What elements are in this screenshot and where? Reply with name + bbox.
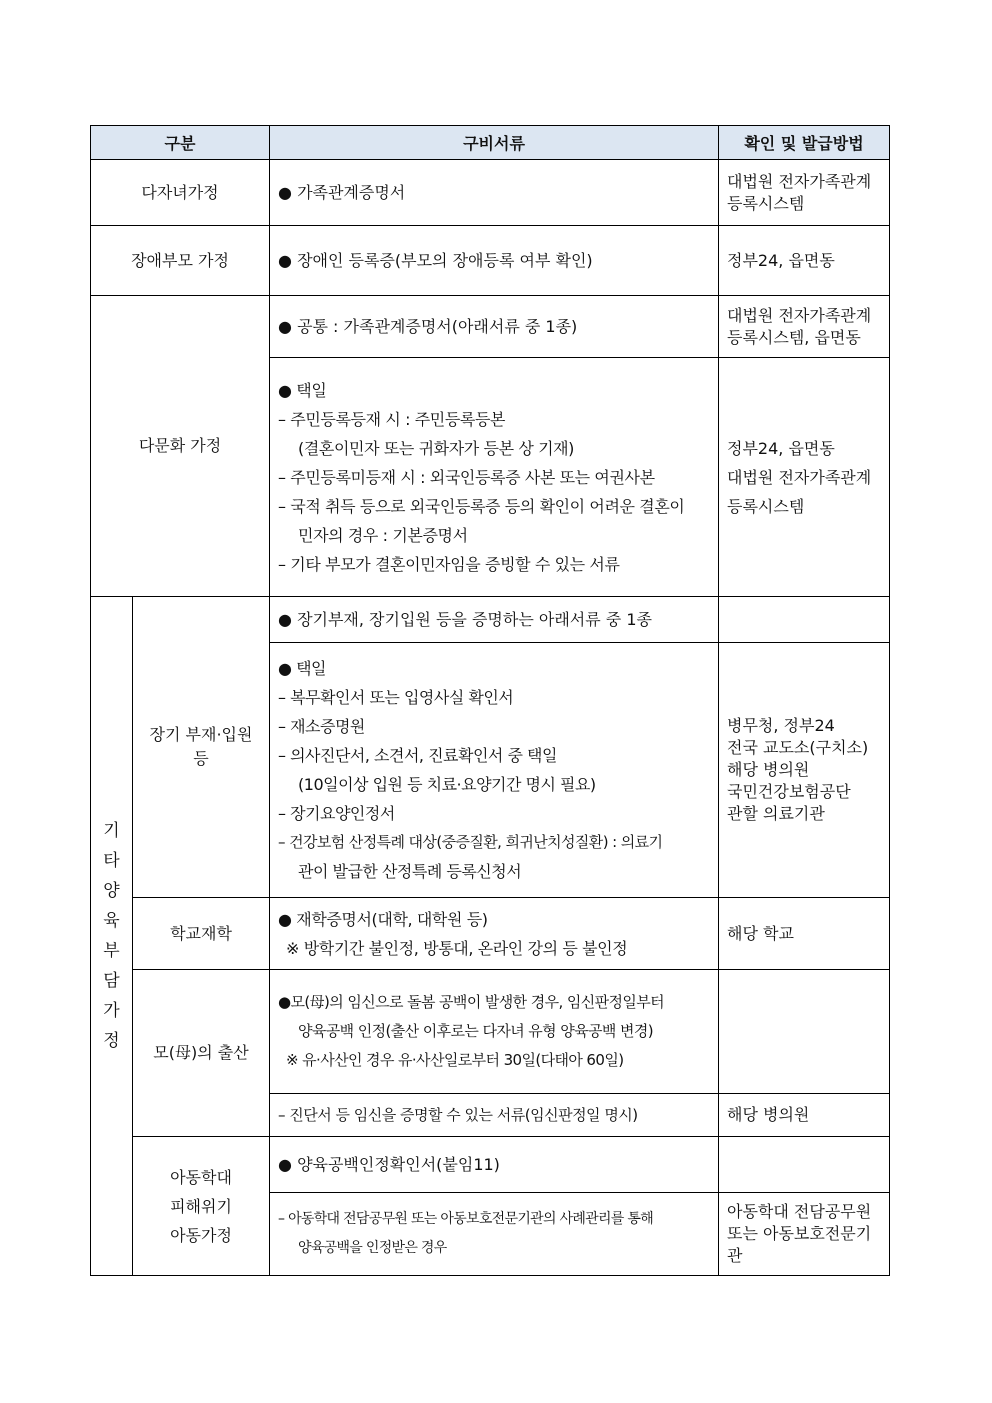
- issue-line: 정부24, 읍면동: [727, 250, 835, 270]
- issue-line: 국민건강보험공단: [727, 782, 851, 801]
- header-issue: 확인 및 발급방법: [719, 126, 890, 160]
- row-multicultural-common: [91, 296, 890, 358]
- documents-cell: [270, 296, 719, 358]
- documents-cell: [270, 1137, 719, 1193]
- vertical-char: 부: [103, 941, 120, 961]
- issue-cell: [719, 1094, 890, 1137]
- category-cell: 모(母)의 출산: [133, 970, 270, 1137]
- header-row: [91, 126, 890, 160]
- row-long-absence-header: [91, 597, 890, 643]
- category-line: 등: [193, 749, 209, 768]
- doc-line: (10일이상 입원 등 치료·요양기간 명시 필요): [298, 775, 596, 794]
- documents-cell: [270, 970, 719, 1094]
- doc-line: ● 택일: [278, 380, 327, 400]
- row-pregnancy: [91, 970, 890, 1094]
- issue-cell: [719, 1137, 890, 1193]
- doc-line: (결혼이민자 또는 귀화자가 등본 상 기재): [298, 438, 575, 458]
- doc-line: – 의사진단서, 소견서, 진료확인서 중 택일: [278, 746, 557, 765]
- issue-cell: [719, 358, 890, 597]
- issue-line: 병무청, 정부24: [727, 716, 835, 735]
- header-documents: 구비서류: [270, 126, 719, 160]
- issue-line: 등록시스템: [727, 193, 805, 213]
- doc-line: ● 택일: [278, 659, 326, 678]
- doc-line: – 진단서 등 임신을 증명할 수 있는 서류(임신판정일 명시): [278, 1105, 638, 1124]
- doc-line: – 국적 취득 등으로 외국인등록증 등의 확인이 어려운 결혼이: [278, 496, 685, 516]
- issue-cell: [719, 597, 890, 643]
- doc-line: ※ 방학기간 불인정, 방통대, 온라인 강의 등 불인정: [286, 938, 628, 958]
- vertical-char: 타: [103, 851, 120, 871]
- doc-line: 양육공백 인정(출산 이후로는 다자녀 유형 양육공백 변경): [298, 1022, 654, 1040]
- doc-line: ● 양육공백인정확인서(붙임11): [278, 1155, 500, 1174]
- issue-line: 관: [727, 1246, 743, 1265]
- category-line: 아동학대: [170, 1167, 232, 1187]
- doc-line: ● 재학증명서(대학, 대학원 등): [278, 909, 488, 929]
- issue-cell: [719, 1193, 890, 1276]
- category-cell: 장애부모 가정: [91, 226, 270, 296]
- issue-line: 해당 학교: [727, 923, 794, 943]
- vertical-char: 기: [103, 821, 120, 841]
- vertical-category-label: [91, 597, 133, 1276]
- doc-line: ● 장애인 등록증(부모의 장애등록 여부 확인): [278, 251, 593, 270]
- category-cell: [133, 597, 270, 898]
- issue-line: 등록시스템: [727, 496, 805, 516]
- doc-line: 양육공백을 인정받은 경우: [298, 1240, 447, 1256]
- vertical-char: 담: [103, 971, 120, 991]
- doc-line: 관이 발급한 산정특례 등록신청서: [298, 862, 522, 881]
- documents-table: [90, 125, 890, 1276]
- doc-line: ●모(母)의 임신으로 돌봄 공백이 발생한 경우, 임신판정일부터: [278, 993, 665, 1011]
- vertical-char: 양: [103, 881, 120, 901]
- issue-cell: [719, 970, 890, 1094]
- issue-line: 전국 교도소(구치소): [727, 738, 869, 757]
- issue-line: 관할 의료기관: [727, 804, 825, 823]
- category-cell: 학교재학: [133, 898, 270, 970]
- issue-cell: [719, 296, 890, 358]
- category-cell: [133, 1137, 270, 1276]
- doc-line: 민자의 경우 : 기본증명서: [298, 525, 468, 545]
- doc-line: ● 장기부재, 장기입원 등을 증명하는 아래서류 중 1종: [278, 610, 652, 629]
- issue-line: 등록시스템, 읍면동: [727, 327, 861, 347]
- doc-line: – 주민등록미등재 시 : 외국인등록증 사본 또는 여권사본: [278, 467, 655, 487]
- doc-line: – 아동학대 전담공무원 또는 아동보호전문기관의 사례관리를 통해: [278, 1211, 654, 1227]
- vertical-char: 가: [103, 1001, 120, 1021]
- documents-cell: [270, 160, 719, 226]
- issue-line: 아동학대 전담공무원: [727, 1202, 872, 1221]
- issue-cell: [719, 898, 890, 970]
- documents-cell: [270, 226, 719, 296]
- doc-line: – 장기요양인정서: [278, 804, 395, 823]
- row-abuse: [91, 1137, 890, 1193]
- issue-cell: [719, 160, 890, 226]
- doc-line: – 복무확인서 또는 입영사실 확인서: [278, 688, 514, 707]
- issue-line: 대법원 전자가족관계: [727, 171, 872, 191]
- row-disabled-parent: [91, 226, 890, 296]
- issue-line: 또는 아동보호전문기: [727, 1224, 872, 1243]
- documents-cell: [270, 1193, 719, 1276]
- documents-cell: [270, 898, 719, 970]
- row-school: [91, 898, 890, 970]
- doc-line: – 재소증명원: [278, 717, 365, 736]
- issue-line: 대법원 전자가족관계: [727, 305, 872, 325]
- category-cell: 다자녀가정: [91, 160, 270, 226]
- issue-line: 대법원 전자가족관계: [727, 467, 872, 487]
- row-multi-child: [91, 160, 890, 226]
- header-category: 구분: [91, 126, 270, 160]
- issue-line: 해당 병의원: [727, 760, 810, 779]
- documents-cell: [270, 1094, 719, 1137]
- documents-cell: [270, 643, 719, 898]
- doc-line: ● 공통 : 가족관계증명서(아래서류 중 1종): [278, 317, 578, 336]
- doc-line: – 기타 부모가 결혼이민자임을 증빙할 수 있는 서류: [278, 554, 620, 574]
- issue-line: 해당 병의원: [727, 1105, 810, 1124]
- vertical-char: 육: [103, 911, 120, 931]
- doc-line: – 건강보험 산정특례 대상(중증질환, 희귀난치성질환) : 의료기: [278, 833, 663, 851]
- doc-line: ● 가족관계증명서: [278, 183, 406, 202]
- documents-cell: [270, 597, 719, 643]
- issue-line: 정부24, 읍면동: [727, 438, 835, 458]
- issue-cell: [719, 643, 890, 898]
- category-line: 장기 부재·입원: [149, 725, 253, 744]
- documents-cell: [270, 358, 719, 597]
- issue-cell: [719, 226, 890, 296]
- doc-line: ※ 유·사산인 경우 유·사산일로부터 30일(다태아 60일): [286, 1051, 624, 1069]
- category-line: 아동가정: [170, 1225, 232, 1245]
- doc-line: – 주민등록등재 시 : 주민등록등본: [278, 409, 506, 429]
- category-cell: 다문화 가정: [91, 296, 270, 597]
- category-line: 피해위기: [170, 1196, 232, 1216]
- vertical-char: 정: [103, 1031, 120, 1051]
